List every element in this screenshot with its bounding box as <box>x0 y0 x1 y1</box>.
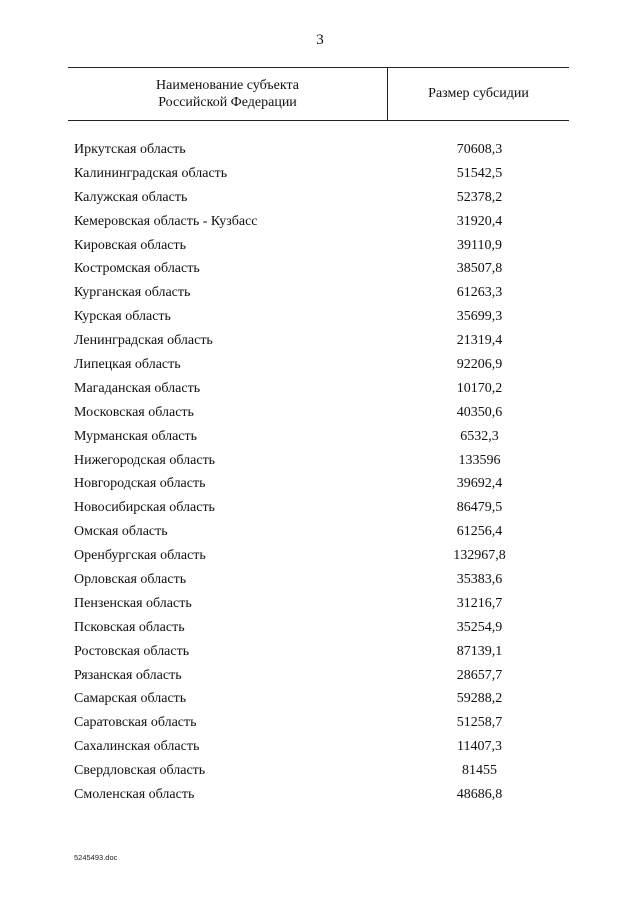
subject-name: Новосибирская область <box>74 500 215 516</box>
subject-name: Орловская область <box>74 571 187 587</box>
subject-name: Курганская область <box>74 285 191 301</box>
column-header-subject <box>68 68 388 120</box>
subsidy-amount: 28657,7 <box>456 667 503 683</box>
subject-name: Оренбургская область <box>74 548 206 564</box>
table-row <box>74 234 569 258</box>
table-row <box>74 281 569 305</box>
table-row <box>74 616 569 640</box>
subject-name: Иркутская область <box>74 141 186 157</box>
subsidy-amount: 51258,7 <box>456 715 503 731</box>
subject-name: Кемеровская область - Кузбасс <box>74 213 258 229</box>
table-row <box>74 568 569 592</box>
subject-name: Калужская область <box>74 189 188 205</box>
table-row <box>74 783 569 807</box>
subsidy-amount: 35699,3 <box>456 309 503 325</box>
subject-name: Псковская область <box>74 619 185 635</box>
subsidy-amount: 59288,2 <box>456 691 503 707</box>
table-row <box>74 664 569 688</box>
table-row <box>74 735 569 759</box>
table-row <box>74 711 569 735</box>
subject-name: Омская область <box>74 524 168 540</box>
table-row <box>74 257 569 281</box>
table-header <box>68 67 569 121</box>
subsidy-amount: 133596 <box>458 452 501 468</box>
table-row <box>74 496 569 520</box>
subject-name: Свердловская область <box>74 763 206 779</box>
subsidy-amount: 6532,3 <box>460 428 499 444</box>
table-row <box>74 329 569 353</box>
table-row <box>74 162 569 186</box>
subject-name: Пензенская область <box>74 595 192 611</box>
document-reference: 5245493.doc <box>74 853 118 862</box>
subsidy-amount: 21319,4 <box>456 333 503 349</box>
subsidy-amount: 31216,7 <box>456 595 503 611</box>
table-row <box>74 544 569 568</box>
subject-name: Курская область <box>74 309 171 325</box>
column-header-subject-line1: Наименование субъекта <box>156 78 299 93</box>
subsidy-amount: 31920,4 <box>456 213 503 229</box>
subsidy-amount: 61256,4 <box>456 524 503 540</box>
subject-name: Рязанская область <box>74 667 182 683</box>
subject-name: Ростовская область <box>74 643 190 659</box>
subsidy-amount: 61263,3 <box>456 285 503 301</box>
subsidy-amount: 52378,2 <box>456 189 503 205</box>
subsidy-amount: 35254,9 <box>456 619 503 635</box>
table-row <box>74 640 569 664</box>
table-row <box>74 687 569 711</box>
subject-name: Московская область <box>74 404 194 420</box>
subsidy-amount: 87139,1 <box>456 643 503 659</box>
subsidy-amount: 70608,3 <box>456 141 503 157</box>
subsidy-amount: 51542,5 <box>456 165 503 181</box>
table-row <box>74 592 569 616</box>
subsidy-amount: 92206,9 <box>456 356 503 372</box>
table-row <box>74 472 569 496</box>
table-row <box>74 759 569 783</box>
subsidy-amount: 35383,6 <box>456 571 503 587</box>
table-row <box>74 425 569 449</box>
subsidy-amount: 81455 <box>462 763 497 779</box>
subject-name: Калининградская область <box>74 165 228 181</box>
subject-name: Нижегородская область <box>74 452 216 468</box>
subject-name: Мурманская область <box>74 428 198 444</box>
subsidy-amount: 39110,9 <box>457 237 502 253</box>
subsidy-amount: 48686,8 <box>456 786 503 802</box>
subject-name: Костромская область <box>74 261 200 277</box>
subject-name: Смоленская область <box>74 786 195 802</box>
table-row <box>74 353 569 377</box>
subject-name: Липецкая область <box>74 356 181 372</box>
subject-name: Новгородская область <box>74 476 206 492</box>
subsidy-amount: 10170,2 <box>456 380 503 396</box>
table-row <box>74 210 569 234</box>
subject-name: Кировская область <box>74 237 187 253</box>
table-row <box>74 138 569 162</box>
subsidy-amount: 11407,3 <box>457 739 502 755</box>
subsidy-amount: 40350,6 <box>456 404 503 420</box>
subsidy-amount: 86479,5 <box>456 500 503 516</box>
table-row <box>74 377 569 401</box>
table-body <box>74 138 569 807</box>
table-row <box>74 186 569 210</box>
subject-name: Ленинградская область <box>74 333 213 349</box>
column-header-subject-line2: Российской Федерации <box>158 95 297 110</box>
subject-name: Сахалинская область <box>74 739 200 755</box>
subject-name: Саратовская область <box>74 715 197 731</box>
subject-name: Самарская область <box>74 691 187 707</box>
subsidy-amount: 39692,4 <box>456 476 503 492</box>
subject-name: Магаданская область <box>74 380 201 396</box>
subsidy-amount: 38507,8 <box>456 261 503 277</box>
subsidy-amount: 132967,8 <box>453 548 506 564</box>
page-number: 3 <box>316 32 324 48</box>
column-header-subsidy: Размер субсидии <box>428 86 529 101</box>
table-row <box>74 449 569 473</box>
table-row <box>74 401 569 425</box>
table-row <box>74 305 569 329</box>
table-row <box>74 520 569 544</box>
